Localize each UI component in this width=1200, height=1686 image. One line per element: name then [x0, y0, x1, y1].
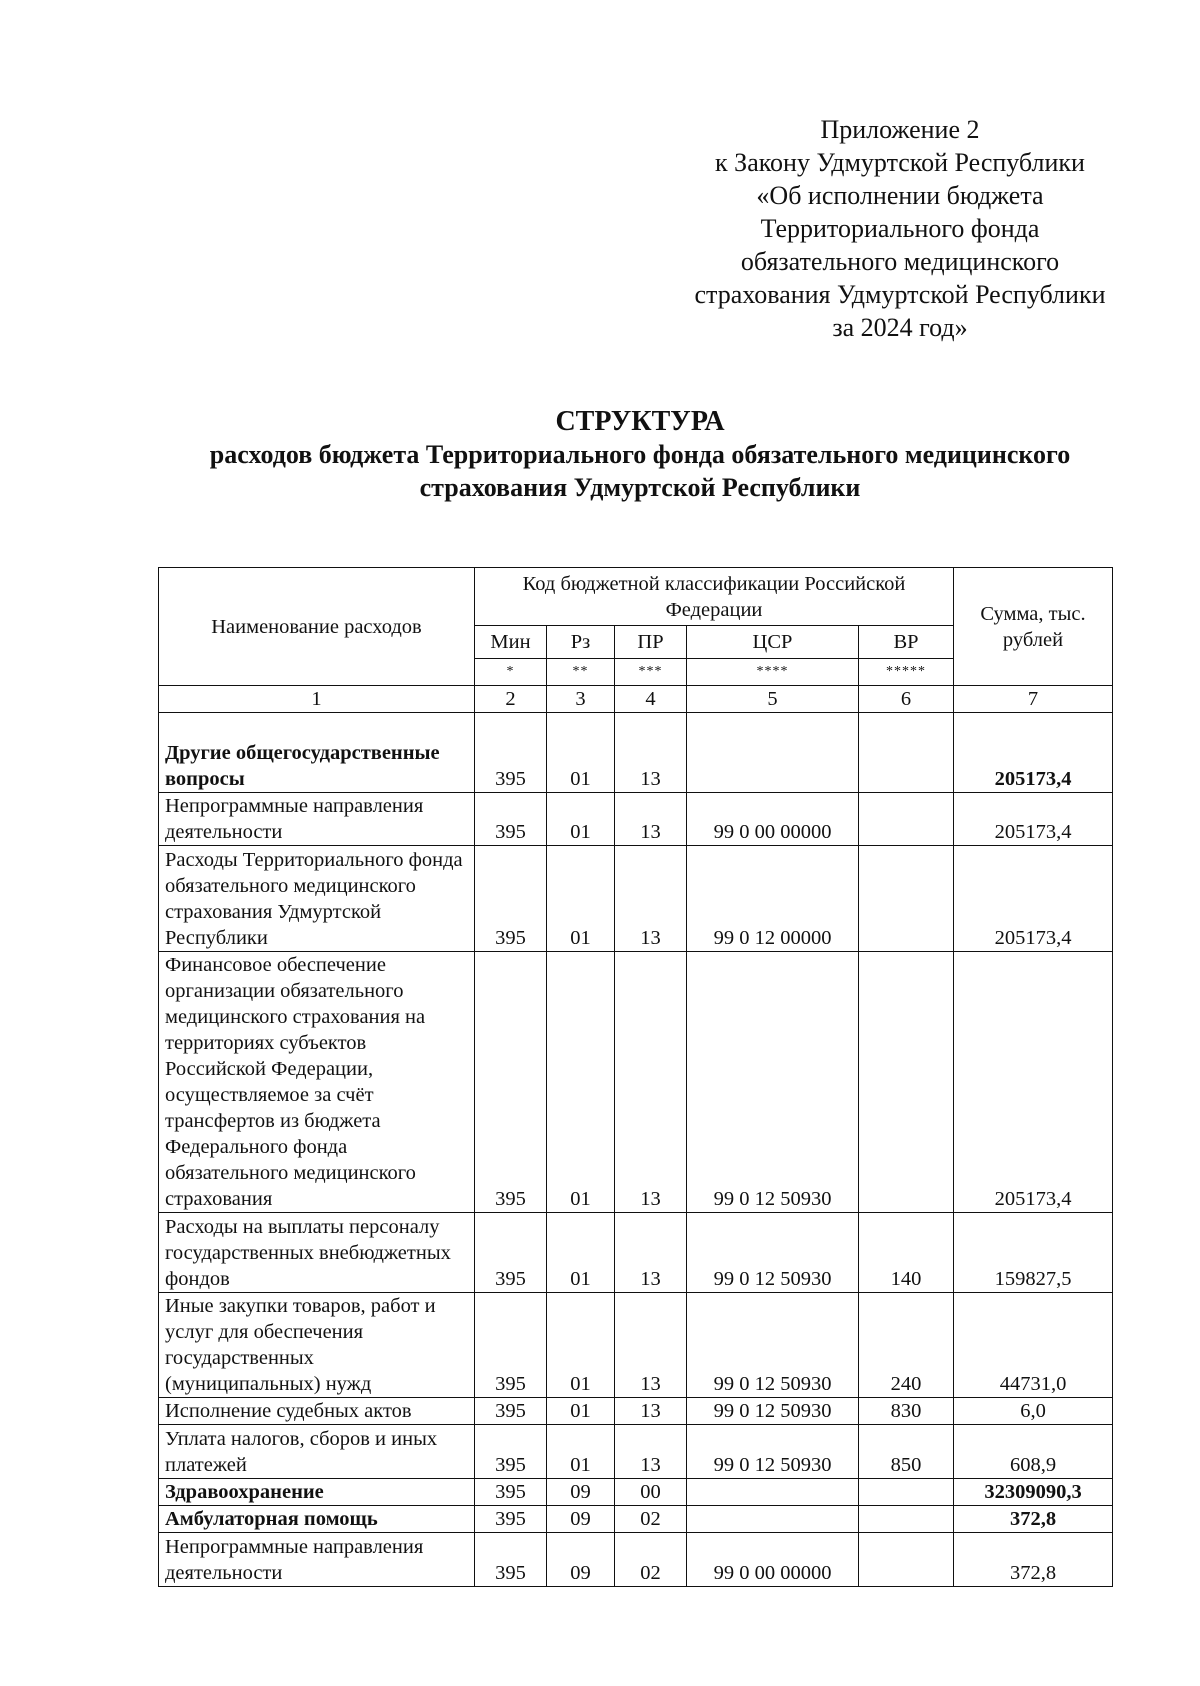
row-pr: 02 — [615, 1506, 687, 1533]
row-sum: 6,0 — [954, 1398, 1113, 1425]
table-row — [159, 1293, 1113, 1398]
row-min: 395 — [475, 1398, 547, 1425]
row-rz: 01 — [547, 793, 615, 846]
row-vr: 850 — [859, 1425, 954, 1479]
row-sum: 32309090,3 — [954, 1479, 1113, 1506]
header-name: Наименование расходов — [159, 568, 475, 686]
row-rz: 01 — [547, 1425, 615, 1479]
row-sum: 205173,4 — [954, 846, 1113, 952]
appendix-line: «Об исполнении бюджета — [756, 181, 1044, 210]
row-sum: 372,8 — [954, 1506, 1113, 1533]
row-vr — [859, 1479, 954, 1506]
column-number: 6 — [859, 686, 954, 713]
row-pr: 13 — [615, 1293, 687, 1398]
title-main: СТРУКТУРА — [555, 406, 725, 437]
row-name: Расходы на выплаты персоналу государственных внебюджетных фондов — [159, 1213, 475, 1293]
row-rz: 09 — [547, 1533, 615, 1587]
table-row — [159, 793, 1113, 846]
row-vr — [859, 713, 954, 793]
row-pr: 13 — [615, 713, 687, 793]
row-sum: 608,9 — [954, 1425, 1113, 1479]
row-vr: 830 — [859, 1398, 954, 1425]
header-sum: Сумма, тыс. рублей — [954, 568, 1113, 686]
table-row — [159, 1398, 1113, 1425]
row-vr — [859, 846, 954, 952]
appendix-line: к Закону Удмуртской Республики — [715, 148, 1085, 177]
header-stars: **** — [687, 659, 859, 686]
row-csr — [687, 1479, 859, 1506]
row-min: 395 — [475, 793, 547, 846]
row-name: Непрограммные направления деятельности — [159, 793, 475, 846]
row-sum: 159827,5 — [954, 1213, 1113, 1293]
header-vr: ВР — [859, 626, 954, 659]
row-sum: 205173,4 — [954, 793, 1113, 846]
row-sum: 205173,4 — [954, 713, 1113, 793]
row-vr — [859, 952, 954, 1213]
row-min: 395 — [475, 952, 547, 1213]
row-min: 395 — [475, 1425, 547, 1479]
row-csr: 99 0 12 50930 — [687, 1213, 859, 1293]
row-csr: 99 0 12 50930 — [687, 1293, 859, 1398]
title-sub: страхования Удмуртской Республики — [419, 473, 861, 502]
row-vr — [859, 1506, 954, 1533]
row-rz: 01 — [547, 1293, 615, 1398]
row-csr — [687, 1506, 859, 1533]
row-sum: 44731,0 — [954, 1293, 1113, 1398]
row-rz: 09 — [547, 1479, 615, 1506]
header-pr: ПР — [615, 626, 687, 659]
header-rz: Рз — [547, 626, 615, 659]
expense-structure-table — [158, 567, 1113, 1587]
row-name: Исполнение судебных актов — [159, 1398, 475, 1425]
header-csr: ЦСР — [687, 626, 859, 659]
row-vr: 240 — [859, 1293, 954, 1398]
row-csr: 99 0 00 00000 — [687, 793, 859, 846]
header-min: Мин — [475, 626, 547, 659]
row-rz: 01 — [547, 713, 615, 793]
column-number: 4 — [615, 686, 687, 713]
appendix-line: за 2024 год» — [832, 313, 968, 342]
row-csr: 99 0 12 50930 — [687, 1425, 859, 1479]
row-rz: 01 — [547, 952, 615, 1213]
row-vr — [859, 793, 954, 846]
row-name: Амбулаторная помощь — [159, 1506, 475, 1533]
table-row — [159, 952, 1113, 1213]
row-pr: 02 — [615, 1533, 687, 1587]
table-row — [159, 1479, 1113, 1506]
row-sum: 205173,4 — [954, 952, 1113, 1213]
row-csr: 99 0 12 00000 — [687, 846, 859, 952]
table-row — [159, 1533, 1113, 1587]
row-pr: 13 — [615, 793, 687, 846]
row-vr — [859, 1533, 954, 1587]
row-csr: 99 0 00 00000 — [687, 1533, 859, 1587]
row-rz: 01 — [547, 846, 615, 952]
header-stars: ***** — [859, 659, 954, 686]
row-min: 395 — [475, 1293, 547, 1398]
column-number: 7 — [954, 686, 1113, 713]
row-min: 395 — [475, 846, 547, 952]
row-rz: 09 — [547, 1506, 615, 1533]
row-name: Расходы Территориального фонда обязательного медицинского страхования Удмуртской Республики — [159, 846, 475, 952]
row-name: Непрограммные направления деятельности — [159, 1533, 475, 1587]
header-stars: *** — [615, 659, 687, 686]
row-pr: 00 — [615, 1479, 687, 1506]
row-name: Финансовое обеспечение организации обязательного медицинского страхования на территориях субъектов Российской Федерации, осуществляемое за счёт трансфертов из бюджета Федерального фонда обязательного медицинского страхования — [159, 952, 475, 1213]
table-row — [159, 1506, 1113, 1533]
row-rz: 01 — [547, 1213, 615, 1293]
row-csr: 99 0 12 50930 — [687, 952, 859, 1213]
row-name: Здравоохранение — [159, 1479, 475, 1506]
row-name: Иные закупки товаров, работ и услуг для обеспечения государственных (муниципальных) нужд — [159, 1293, 475, 1398]
row-pr: 13 — [615, 1398, 687, 1425]
column-number: 5 — [687, 686, 859, 713]
title-sub: расходов бюджета Территориального фонда обязательного медицинского — [209, 440, 1071, 469]
table-row — [159, 846, 1113, 952]
row-vr: 140 — [859, 1213, 954, 1293]
row-pr: 13 — [615, 1425, 687, 1479]
column-number: 2 — [475, 686, 547, 713]
row-min: 395 — [475, 1533, 547, 1587]
row-min: 395 — [475, 1479, 547, 1506]
row-rz: 01 — [547, 1398, 615, 1425]
appendix-line: Территориального фонда — [760, 214, 1040, 243]
column-number: 3 — [547, 686, 615, 713]
table-row — [159, 713, 1113, 793]
header-code-group: Код бюджетной классификации Российской Федерации — [475, 568, 954, 626]
row-csr — [687, 713, 859, 793]
row-min: 395 — [475, 713, 547, 793]
row-min: 395 — [475, 1506, 547, 1533]
document-title — [140, 405, 1140, 504]
header-stars: * — [475, 659, 547, 686]
row-sum: 372,8 — [954, 1533, 1113, 1587]
header-stars: ** — [547, 659, 615, 686]
column-number: 1 — [159, 686, 475, 713]
row-name: Уплата налогов, сборов и иных платежей — [159, 1425, 475, 1479]
row-name: Другие общегосударственные вопросы — [159, 713, 475, 793]
appendix-line: страхования Удмуртской Республики — [694, 280, 1106, 309]
appendix-line: обязательного медицинского — [740, 247, 1060, 276]
table-row — [159, 1213, 1113, 1293]
row-csr: 99 0 12 50930 — [687, 1398, 859, 1425]
row-pr: 13 — [615, 846, 687, 952]
row-min: 395 — [475, 1213, 547, 1293]
row-pr: 13 — [615, 952, 687, 1213]
table-row — [159, 1425, 1113, 1479]
row-pr: 13 — [615, 1213, 687, 1293]
appendix-header — [640, 113, 1160, 344]
appendix-line: Приложение 2 — [820, 115, 980, 144]
